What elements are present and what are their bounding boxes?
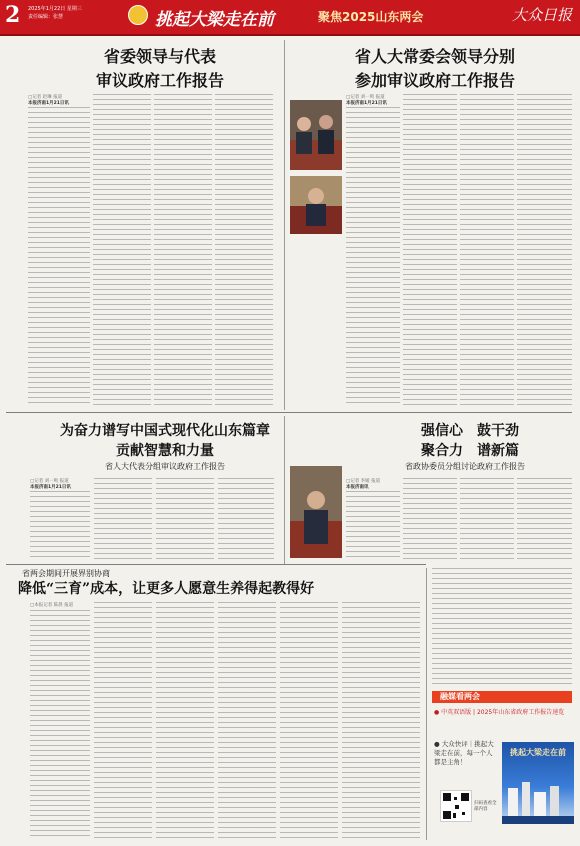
article4-text-column bbox=[403, 478, 457, 559]
section-subtitle: 聚焦2025山东两会 bbox=[318, 10, 424, 24]
column-divider bbox=[284, 416, 285, 564]
article3-title-line2: 贡献智慧和力量 bbox=[116, 443, 214, 459]
promo-line[interactable]: ● 中英双语版 | 2025年山东省政府工作报告速览 bbox=[434, 709, 565, 716]
column-divider bbox=[284, 40, 285, 410]
article1-text-column bbox=[154, 94, 212, 405]
emblem-icon bbox=[128, 5, 148, 25]
article4-text-column bbox=[346, 491, 400, 559]
article5-title: 降低“三育”成本，让更多人愿意生养得起教得好 bbox=[18, 581, 315, 597]
article3-text-column bbox=[156, 478, 214, 559]
photo-session-hall bbox=[290, 176, 342, 234]
article1-title-line2: 审议政府工作报告 bbox=[95, 71, 224, 90]
article3-title-line1: 为奋力谱写中国式现代化山东篇章 bbox=[60, 423, 270, 439]
article4-lead: 本报济南讯 bbox=[346, 485, 369, 490]
article1-byline: □记者 赵琳 报道 bbox=[28, 95, 63, 100]
promo-section-label: 融媒看两会 bbox=[432, 691, 572, 703]
article2-title-line2: 参加审议政府工作报告 bbox=[354, 71, 515, 90]
article5-byline: □本报记者 陈晨 报道 bbox=[30, 603, 74, 608]
article3-text-column bbox=[218, 478, 274, 559]
article5-text-column bbox=[342, 602, 420, 838]
article3-subtitle: 省人大代表分组审议政府工作报告 bbox=[105, 462, 225, 471]
section-divider bbox=[6, 412, 572, 413]
editor-credit: 责任编辑：张慧 bbox=[28, 14, 64, 20]
article5-text-column bbox=[280, 602, 338, 838]
article5-text-column bbox=[30, 610, 90, 838]
article4-subtitle: 省政协委员分组讨论政府工作报告 bbox=[405, 462, 525, 471]
article5-text-column bbox=[218, 602, 276, 838]
qr-code-icon[interactable] bbox=[440, 790, 472, 822]
article1-title-line1: 省委领导与代表 bbox=[103, 47, 216, 66]
article4-title-line1: 强信心 鼓干劲 bbox=[421, 423, 519, 439]
article5-kicker: 省两会期间开展界别协商 bbox=[22, 569, 110, 578]
page-number: 2 bbox=[5, 2, 21, 28]
article1-lead: 本报济南1月21日讯 bbox=[28, 101, 69, 106]
masthead bbox=[0, 0, 580, 34]
article2-text-column bbox=[517, 94, 572, 405]
article2-title-line1: 省人大常委会领导分别 bbox=[354, 47, 515, 66]
issue-date: 2025年1月22日 星期三 bbox=[28, 6, 82, 12]
article2-text-column bbox=[346, 107, 400, 405]
article4-byline: □记者 李媛 报道 bbox=[346, 479, 381, 484]
photo-delegates bbox=[290, 100, 342, 170]
article3-text-column bbox=[30, 491, 90, 559]
promo-text[interactable]: ● 大众快评｜挑起大梁走在前，每一个人都是主角！ bbox=[434, 740, 494, 766]
qr-caption: 扫码查看全部内容 bbox=[474, 801, 497, 812]
sidebar-text-column bbox=[432, 568, 572, 684]
column-divider bbox=[426, 568, 427, 840]
article4-text-column bbox=[517, 478, 572, 559]
article2-byline: □记者 刘一鸣 报道 bbox=[346, 95, 385, 100]
article3-byline: □记者 刘一鸣 报道 bbox=[30, 479, 69, 484]
section-divider bbox=[6, 564, 426, 565]
article3-text-column bbox=[94, 478, 152, 559]
article1-text-column bbox=[28, 107, 90, 405]
section-slogan: 挑起大梁走在前 bbox=[155, 10, 274, 30]
newspaper-logo: 大众日报 bbox=[511, 6, 572, 24]
article5-text-column bbox=[94, 602, 152, 838]
article1-text-column bbox=[93, 94, 151, 405]
article3-lead: 本报济南1月21日讯 bbox=[30, 485, 71, 490]
article4-text-column bbox=[460, 478, 514, 559]
article2-lead: 本报济南1月21日讯 bbox=[346, 101, 387, 106]
masthead-rule bbox=[0, 34, 580, 36]
article1-text-column bbox=[215, 94, 273, 405]
photo-committee-member bbox=[290, 466, 342, 558]
promo-poster-title: 挑起大梁走在前 bbox=[510, 748, 566, 757]
article4-title-line2: 聚合力 谱新篇 bbox=[421, 443, 519, 459]
article2-text-column bbox=[403, 94, 457, 405]
article2-text-column bbox=[460, 94, 514, 405]
article5-text-column bbox=[156, 602, 214, 838]
